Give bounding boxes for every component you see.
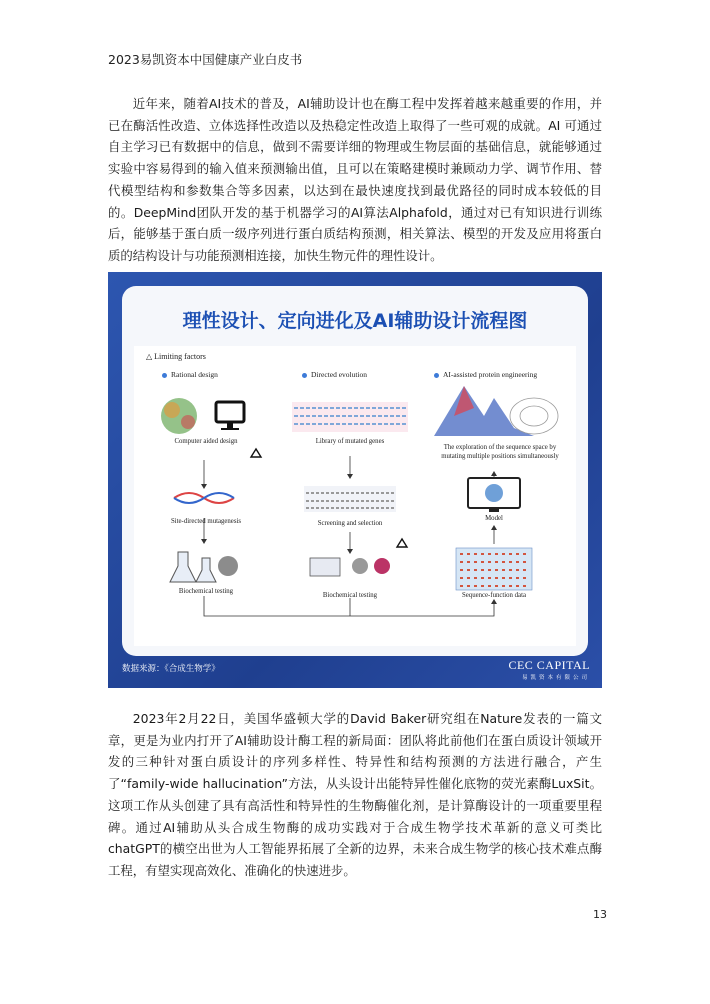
computer-icon [216, 402, 244, 430]
limiting-factors-label: Limiting factors [154, 352, 206, 361]
exploration-label-line2: mutating multiple positions simultaneously [441, 453, 559, 460]
screening-label: Screening and selection [317, 520, 383, 527]
model-label: Model [485, 515, 503, 522]
diagram-graphics [134, 346, 576, 646]
workflow-diagram [134, 346, 576, 646]
figure [108, 272, 602, 688]
triangle-icon [251, 449, 261, 457]
gene-library-icon [292, 402, 408, 432]
protein-structure-icon [161, 398, 197, 434]
model-monitor-icon [468, 478, 520, 512]
site-directed-label: Site-directed mutagenesis [170, 518, 242, 525]
column-label: Rational design [171, 370, 218, 379]
sequence-landscape-icon [434, 386, 558, 436]
figure-title: 理性设计、定向进化及AI辅助设计流程图 [182, 310, 528, 332]
plate-icon [310, 558, 390, 576]
cec-capital-logo [508, 658, 590, 681]
page-number: 13 [593, 908, 607, 921]
biochemical-testing-label-2: Biochemical testing [322, 592, 378, 599]
computer-aided-design-label: Computer aided design [174, 438, 238, 445]
feedback-arrow [204, 596, 494, 616]
column-label: AI-assisted protein engineering [443, 370, 538, 379]
dna-library-icon [304, 486, 396, 512]
figure-source-caption: 数据来源：《合成生物学》 [122, 664, 220, 674]
sequence-function-label: Sequence-function data [462, 592, 526, 599]
heatmap-icon [456, 548, 532, 590]
page-header: 2023易凯资本中国健康产业白皮书 [108, 52, 303, 67]
paragraph-david-baker: 2023年2月22日，美国华盛顿大学的David Baker研究组在Nature发表的一篇文章，更是为业内打开了AI辅助设计酶工程的新局面：团队将此前他们在蛋白质设计领域开发的三种针对蛋白质设计的序列多样性、特异性和结构预测的方法进行融合，产生了“family-wide hallucination”方法，从头设计出能特异性催化底物的荧光素酶LuxSit。这项工作从头创建了具有高活性和特异性的生物酶催化剂，是计算酶设计的一项重要里程碑。通过AI辅助从头合成生物酶的成功实践对于合成生物学技术革新的意义可类比chatGPT的横空出世为人工智能界拓展了全新的边界，未来合成生物学的核心技术难点酶工程，有望实现高效化、准确化的快速进步。 [108, 711, 602, 878]
logo-subtext: 易凯资本有限公司 [521, 675, 590, 681]
dna-icon [174, 493, 234, 503]
exploration-label-line1: The exploration of the sequence space by [443, 444, 557, 451]
logo-text: CEC CAPITAL [508, 658, 590, 672]
biochemical-testing-label-1: Biochemical testing [178, 588, 234, 595]
library-label: Library of mutated genes [315, 438, 385, 445]
figure-panel [122, 286, 588, 656]
triangle-icon: △ [146, 352, 153, 361]
triangle-icon [397, 539, 407, 547]
column-label: Directed evolution [311, 370, 368, 379]
flask-icon [170, 552, 238, 582]
paragraph-intro: 近年来，随着AI技术的普及，AI辅助设计也在酶工程中发挥着越来越重要的作用，并已在酶活性改造、立体选择性改造以及热稳定性改造上取得了一些可观的成就。AI 可通过自主学习已有数据中的信息，做到不需要详细的物理或生物层面的基础信息，就能够通过实验中容易得到的输入值来预测输出值，且可以在策略建模时兼顾动力学、调节作用、替代模型结构和参数集合等多因素，以达到在最快速度找到最优路径的同时成本较低的目的。DeepMind团队开发的基于机器学习的AI算法Alphafold，通过对已有知识进行训练后，能够基于蛋白质一级序列进行蛋白质结构预测，相关算法、模型的开发及应用将蛋白质的结构设计与功能预测相连接，加快生物元件的理性设计。 [108, 96, 602, 263]
